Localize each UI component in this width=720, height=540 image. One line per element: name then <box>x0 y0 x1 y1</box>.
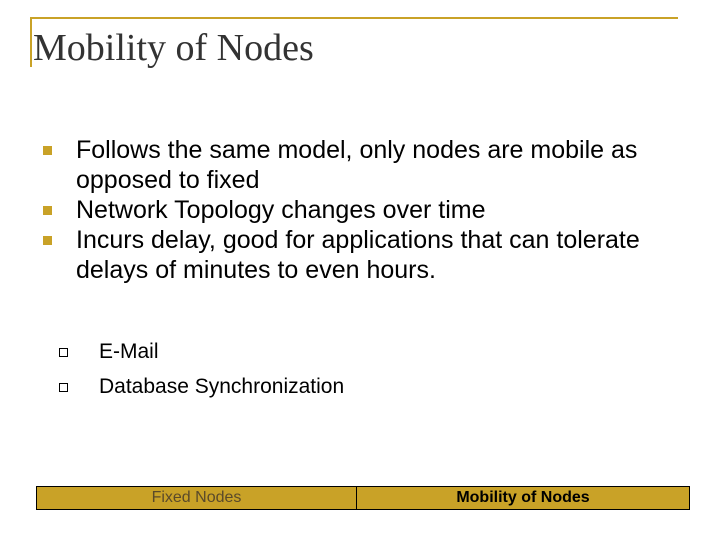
sub-bullet-item <box>59 369 344 404</box>
title-frame-left-line <box>30 17 32 67</box>
hollow-square-bullet-icon <box>59 383 68 392</box>
footer-tab-fixed-nodes[interactable]: Fixed Nodes <box>37 487 357 509</box>
bullet-item <box>40 225 680 285</box>
slide-title: Mobility of Nodes <box>33 27 314 69</box>
hollow-square-bullet-icon <box>59 348 68 357</box>
bullet-text: Incurs delay, good for applications that can tolerate delays of minutes to even hours. <box>76 226 640 284</box>
sub-bullet-text: E-Mail <box>99 340 159 363</box>
sub-bullet-text: Database Synchronization <box>99 375 345 398</box>
bullet-item <box>40 135 680 195</box>
bullet-text: Network Topology changes over time <box>76 196 486 224</box>
bullet-text: Follows the same model, only nodes are mobile as opposed to fixed <box>76 136 638 194</box>
footer-tab-mobility-of-nodes[interactable]: Mobility of Nodes <box>456 489 590 506</box>
square-bullet-icon <box>43 146 52 155</box>
square-bullet-icon <box>43 236 52 245</box>
title-frame-top-line <box>30 17 678 19</box>
bullet-list <box>40 135 680 285</box>
footer-navigation-bar <box>36 486 690 510</box>
sub-bullet-item <box>59 334 344 369</box>
square-bullet-icon <box>43 206 52 215</box>
bullet-item <box>40 195 680 225</box>
sub-bullet-list <box>59 334 344 404</box>
